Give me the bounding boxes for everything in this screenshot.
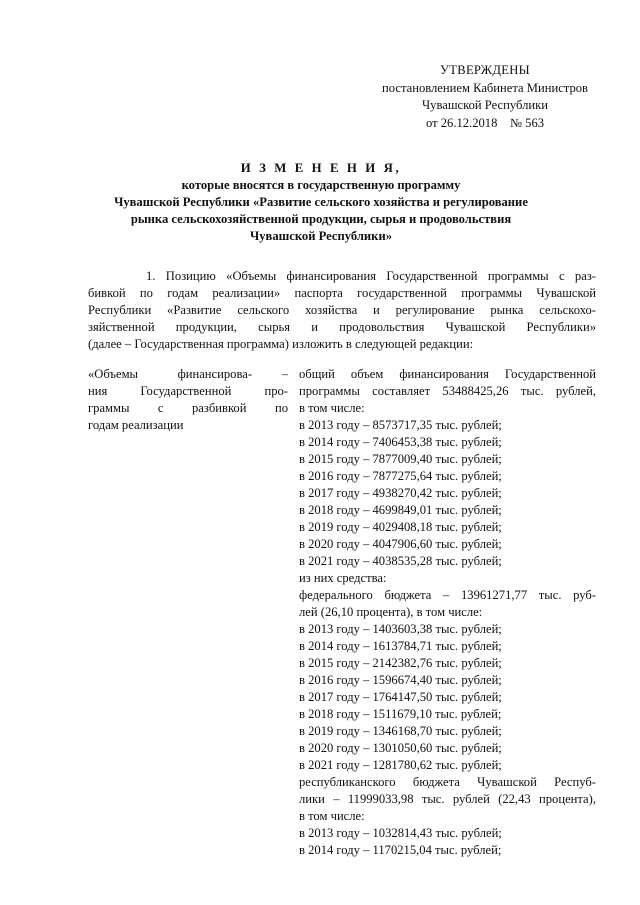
paragraph-line: (далее – Государственная программа) изложить в следующей редакции:	[88, 337, 474, 351]
funding-line: республиканского бюджета Чувашской Респуб-	[299, 775, 596, 789]
year-amount-line: в 2017 году – 1764147,50 тыс. рублей;	[299, 690, 502, 704]
funding-line: федерального бюджета – 13961271,77 тыс. руб-	[299, 588, 596, 602]
funding-line: лей (26,10 процента), в том числе:	[299, 605, 483, 619]
year-amount-line: в 2013 году – 1403603,38 тыс. рублей;	[299, 622, 502, 636]
approval-date-number: от 26.12.2018 № 563	[425, 115, 545, 130]
year-amount-line: в 2018 году – 4699849,01 тыс. рублей;	[299, 503, 502, 517]
approval-line: постановлением Кабинета Министров	[382, 80, 588, 95]
funding-line: в том числе:	[299, 401, 365, 415]
title-line: Чувашской Республики»	[249, 229, 392, 243]
year-amount-line: в 2016 году – 7877275,64 тыс. рублей;	[299, 469, 502, 483]
document-title	[88, 160, 554, 245]
year-amount-line: в 2015 году – 2142382,76 тыс. рублей;	[299, 656, 502, 670]
year-amount-line: в 2014 году – 7406453,38 тыс. рублей;	[299, 435, 502, 449]
funding-line: лики – 11999033,98 тыс. рублей (22,43 процента),	[299, 792, 596, 806]
year-amount-line: в 2021 году – 1281780,62 тыс. рублей;	[299, 758, 502, 772]
paragraph-line: бивкой по годам реализации» паспорта государственной программы Чувашской	[88, 286, 596, 300]
funding-line: из них средства:	[299, 571, 387, 585]
year-amount-line: в 2016 году – 1596674,40 тыс. рублей;	[299, 673, 502, 687]
year-amount-line: в 2013 году – 1032814,43 тыс. рублей;	[299, 826, 502, 840]
approval-line: Чувашской Республики	[422, 98, 548, 112]
approval-block	[360, 62, 610, 132]
label-line: «Объемы финансирова- –	[88, 367, 288, 381]
year-amount-line: в 2015 году – 7877009,40 тыс. рублей;	[299, 452, 502, 466]
position-label	[88, 366, 288, 434]
year-amount-line: в 2020 году – 1301050,60 тыс. рублей;	[299, 741, 502, 755]
funding-line: в том числе:	[299, 809, 365, 823]
paragraph-line: Республики «Развитие сельского хозяйства и регулирование рынка сельскохо-	[88, 303, 596, 317]
year-amount-line: в 2019 году – 4029408,18 тыс. рублей;	[299, 520, 502, 534]
year-amount-line: в 2020 году – 4047906,60 тыс. рублей;	[299, 537, 502, 551]
label-line: годам реализации	[88, 418, 184, 432]
label-line: ния Государственной про-	[88, 384, 288, 398]
year-amount-line: в 2013 году – 8573717,35 тыс. рублей;	[299, 418, 502, 432]
title-line: Чувашской Республики «Развитие сельского хозяйства и регулирование	[114, 195, 528, 209]
title-line: рынка сельскохозяйственной продукции, сырья и продовольствия	[130, 212, 512, 226]
title-line: И З М Е Н Е Н И Я,	[240, 161, 402, 175]
year-amount-line: в 2019 году – 1346168,70 тыс. рублей;	[299, 724, 502, 738]
funding-details	[299, 366, 596, 859]
title-line: которые вносятся в государственную программу	[181, 178, 461, 192]
year-amount-line: в 2021 году – 4038535,28 тыс. рублей;	[299, 554, 502, 568]
paragraph-line: 1. Позицию «Объемы финансирования Государственной программы с раз-	[146, 269, 596, 283]
intro-paragraph	[88, 268, 596, 353]
year-amount-line: в 2014 году – 1170215,04 тыс. рублей;	[299, 843, 502, 857]
funding-line: общий объем финансирования Государственной	[299, 367, 596, 381]
year-amount-line: в 2014 году – 1613784,71 тыс. рублей;	[299, 639, 502, 653]
funding-line: программы составляет 53488425,26 тыс. рублей,	[299, 384, 596, 398]
paragraph-line: зяйственной продукции, сырья и продовольствия Чувашской Республики»	[88, 320, 596, 334]
year-amount-line: в 2017 году – 4938270,42 тыс. рублей;	[299, 486, 502, 500]
approval-heading: УТВЕРЖДЕНЫ	[440, 63, 530, 77]
year-amount-line: в 2018 году – 1511679,10 тыс. рублей;	[299, 707, 502, 721]
label-line: граммы с разбивкой по	[88, 401, 288, 415]
